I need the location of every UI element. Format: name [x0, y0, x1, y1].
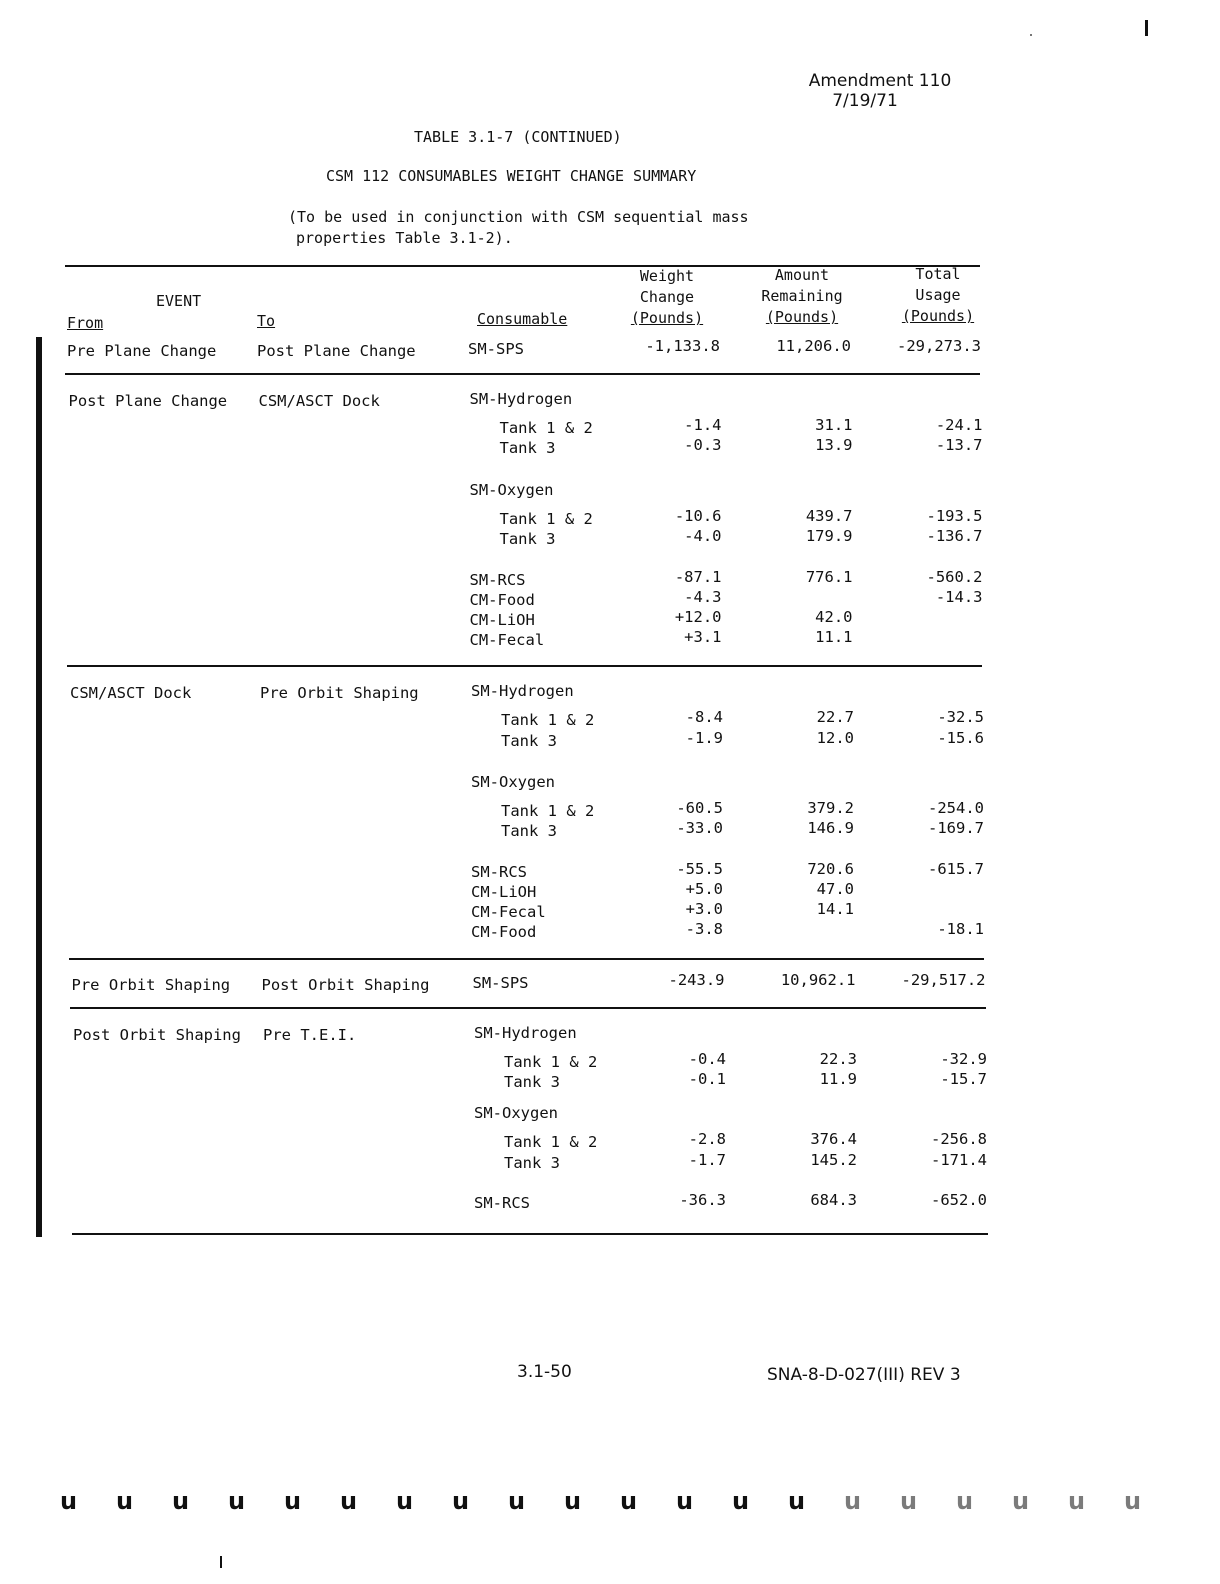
total-usage-cell: -171.4 — [931, 1151, 987, 1169]
consumable-cell: Tank 3 — [504, 1154, 560, 1172]
edge-mark: u — [788, 1487, 806, 1515]
weight-change-cell: -0.3 — [684, 436, 722, 454]
consumable-cell: CM-LiOH — [471, 883, 537, 901]
consumable-cell: Tank 3 — [501, 732, 557, 750]
consumable-cell: SM-RCS — [471, 863, 527, 881]
amount-remaining-cell: 146.9 — [807, 819, 854, 837]
event-header: EVENT — [156, 292, 202, 310]
amount-remaining-cell: 22.7 — [816, 708, 854, 726]
consumable-cell: CM-Fecal — [469, 631, 545, 649]
total-usage-cell: -136.7 — [926, 527, 983, 545]
total-usage-cell: -254.0 — [928, 799, 984, 817]
total-usage-cell: -615.7 — [928, 860, 984, 878]
event-from: Post Orbit Shaping — [73, 1026, 241, 1044]
weight-change-cell: -10.6 — [674, 507, 722, 525]
consumable-cell: Tank 1 & 2 — [499, 510, 593, 528]
event-from: Pre Orbit Shaping — [71, 976, 231, 994]
consumable-cell: CM-Food — [471, 923, 537, 941]
weight-change-cell: -4.3 — [684, 588, 722, 606]
edge-mark: u — [396, 1487, 414, 1515]
event-from: CSM/ASCT Dock — [70, 684, 192, 702]
event-to: Post Orbit Shaping — [261, 976, 430, 994]
amount-remaining-cell: 376.4 — [810, 1130, 857, 1148]
weight-change-cell: -60.5 — [676, 799, 723, 817]
consumable-cell: Tank 1 & 2 — [504, 1053, 598, 1071]
total-usage-cell: -29,273.3 — [897, 337, 981, 355]
total-usage-cell: -169.7 — [928, 819, 984, 837]
total-usage-cell: -256.8 — [931, 1130, 987, 1148]
weight-change-cell: -33.0 — [676, 819, 723, 837]
amount-remaining-cell: 47.0 — [816, 880, 854, 898]
weight-change-cell: -1,133.8 — [645, 337, 720, 355]
total-usage-cell: -32.9 — [940, 1050, 987, 1068]
event-from: Post Plane Change — [68, 392, 228, 410]
amount-remaining-cell: 11,206.0 — [776, 337, 851, 355]
edge-mark: u — [732, 1487, 750, 1515]
table-note-line2: properties Table 3.1-2). — [296, 229, 513, 247]
table-title: TABLE 3.1-7 (CONTINUED) — [414, 128, 622, 146]
consumable-cell: CM-Food — [469, 591, 535, 609]
weight-change-cell: -4.0 — [684, 527, 722, 545]
total-usage-cell: -15.6 — [937, 729, 984, 747]
section-rule — [72, 1233, 988, 1235]
weight-change-cell: -0.1 — [688, 1070, 726, 1088]
amount-remaining-cell: 10,962.1 — [780, 971, 856, 989]
consumable-cell: SM-RCS — [474, 1194, 530, 1212]
amount-remaining-cell: 22.3 — [819, 1050, 857, 1068]
event-to: CSM/ASCT Dock — [258, 392, 380, 410]
consumable-cell: SM-SPS — [468, 340, 524, 358]
edge-mark: u — [844, 1487, 862, 1515]
consumable-cell: Tank 3 — [504, 1073, 560, 1091]
edge-mark: u — [564, 1487, 582, 1515]
weight-change-cell: -36.3 — [679, 1191, 726, 1209]
amount-remaining-cell: 31.1 — [815, 416, 853, 434]
amendment-label: Amendment 110 — [808, 71, 952, 91]
consumable-cell: SM-SPS — [472, 974, 529, 992]
weight-change-cell: -3.8 — [685, 920, 723, 938]
amount-remaining-cell: 13.9 — [815, 436, 853, 454]
edge-mark: u — [116, 1487, 134, 1515]
total-usage-cell: -193.5 — [926, 507, 983, 525]
total-usage-cell: -15.7 — [940, 1070, 987, 1088]
consumable-cell: CM-LiOH — [469, 611, 535, 629]
edge-mark: u — [452, 1487, 470, 1515]
total-usage-cell: -32.5 — [937, 708, 984, 726]
section-rule — [69, 958, 984, 960]
consumable-cell: Tank 3 — [499, 530, 556, 548]
edge-mark: u — [956, 1487, 974, 1515]
consumable-cell: CM-Fecal — [471, 903, 546, 921]
consumable-cell: SM-Hydrogen — [469, 390, 573, 408]
consumable-cell: SM-Oxygen — [469, 481, 554, 499]
consumable-cell: SM-Oxygen — [474, 1104, 558, 1122]
weight-change-cell: -1.4 — [684, 416, 722, 434]
page-number: 3.1-50 — [517, 1362, 572, 1382]
document-id: SNA-8-D-027(III) REV 3 — [767, 1365, 961, 1385]
weight-change-cell: +12.0 — [674, 608, 722, 626]
consumable-cell: Tank 1 & 2 — [499, 419, 593, 437]
edge-mark: u — [228, 1487, 246, 1515]
section-rule — [70, 1007, 986, 1009]
amount-remaining-cell: 720.6 — [807, 860, 854, 878]
amount-remaining-cell: 776.1 — [805, 568, 853, 586]
edge-mark: u — [1068, 1487, 1086, 1515]
amount-remaining-cell: 11.9 — [819, 1070, 857, 1088]
table-subtitle: CSM 112 CONSUMABLES WEIGHT CHANGE SUMMARY — [326, 167, 697, 185]
edge-mark: u — [284, 1487, 302, 1515]
consumable-cell: Tank 1 & 2 — [501, 802, 595, 820]
scan-speck — [1030, 34, 1032, 36]
edge-mark: u — [676, 1487, 694, 1515]
consumable-cell: SM-RCS — [469, 571, 526, 589]
amount-remaining-cell: 684.3 — [810, 1191, 857, 1209]
weight-change-header: Weight Change (Pounds) — [630, 267, 704, 327]
amount-remaining-header: Amount Remaining (Pounds) — [761, 266, 843, 326]
amendment-date: 7/19/71 — [832, 91, 898, 111]
weight-change-cell: +5.0 — [685, 880, 723, 898]
total-usage-cell: -652.0 — [931, 1191, 987, 1209]
edge-mark: u — [60, 1487, 78, 1515]
consumable-header: Consumable — [477, 310, 568, 328]
scan-tick — [220, 1556, 222, 1568]
weight-change-cell: -87.1 — [674, 568, 722, 586]
weight-change-cell: -0.4 — [688, 1050, 726, 1068]
event-from: Pre Plane Change — [67, 342, 217, 360]
consumable-cell: Tank 3 — [499, 439, 556, 457]
from-header: From — [67, 314, 104, 332]
scan-mark — [1145, 20, 1148, 36]
total-usage-header: Total Usage (Pounds) — [901, 265, 975, 325]
total-usage-cell: -560.2 — [926, 568, 983, 586]
amount-remaining-cell: 12.0 — [816, 729, 854, 747]
amount-remaining-cell: 42.0 — [815, 608, 853, 626]
edge-mark: u — [340, 1487, 358, 1515]
event-to: Pre Orbit Shaping — [260, 684, 419, 702]
event-to: Post Plane Change — [257, 342, 416, 360]
weight-change-cell: -2.8 — [688, 1130, 726, 1148]
amount-remaining-cell: 439.7 — [805, 507, 853, 525]
section-rule — [67, 665, 982, 667]
amount-remaining-cell: 179.9 — [805, 527, 853, 545]
event-to: Pre T.E.I. — [263, 1026, 357, 1044]
weight-change-cell: -243.9 — [668, 971, 725, 989]
consumable-cell: SM-Oxygen — [471, 773, 555, 791]
section-rule — [65, 373, 980, 375]
revision-change-bar — [36, 337, 42, 1237]
amount-remaining-cell: 14.1 — [816, 900, 854, 918]
consumable-cell: Tank 1 & 2 — [504, 1133, 598, 1151]
consumable-cell: Tank 3 — [501, 822, 557, 840]
consumable-cell: SM-Hydrogen — [474, 1024, 577, 1042]
amount-remaining-cell: 145.2 — [810, 1151, 857, 1169]
weight-change-cell: -8.4 — [685, 708, 723, 726]
to-header: To — [257, 312, 276, 330]
amount-remaining-cell: 379.2 — [807, 799, 854, 817]
edge-mark: u — [1124, 1487, 1142, 1515]
weight-change-cell: +3.0 — [685, 900, 723, 918]
total-usage-cell: -29,517.2 — [901, 971, 986, 989]
consumable-cell: SM-Hydrogen — [471, 682, 574, 700]
edge-mark: u — [1012, 1487, 1030, 1515]
total-usage-cell: -13.7 — [935, 436, 983, 454]
total-usage-cell: -24.1 — [935, 416, 983, 434]
edge-mark: u — [900, 1487, 918, 1515]
weight-change-cell: -1.7 — [688, 1151, 726, 1169]
weight-change-cell: -1.9 — [685, 729, 723, 747]
table-note-line1: (To be used in conjunction with CSM sequential mass — [288, 208, 749, 226]
edge-mark: u — [620, 1487, 638, 1515]
weight-change-cell: -55.5 — [676, 860, 723, 878]
edge-mark: u — [172, 1487, 190, 1515]
weight-change-cell: +3.1 — [684, 628, 722, 646]
edge-mark: u — [508, 1487, 526, 1515]
amount-remaining-cell: 11.1 — [815, 628, 853, 646]
total-usage-cell: -18.1 — [937, 920, 984, 938]
total-usage-cell: -14.3 — [935, 588, 983, 606]
consumable-cell: Tank 1 & 2 — [501, 711, 595, 729]
